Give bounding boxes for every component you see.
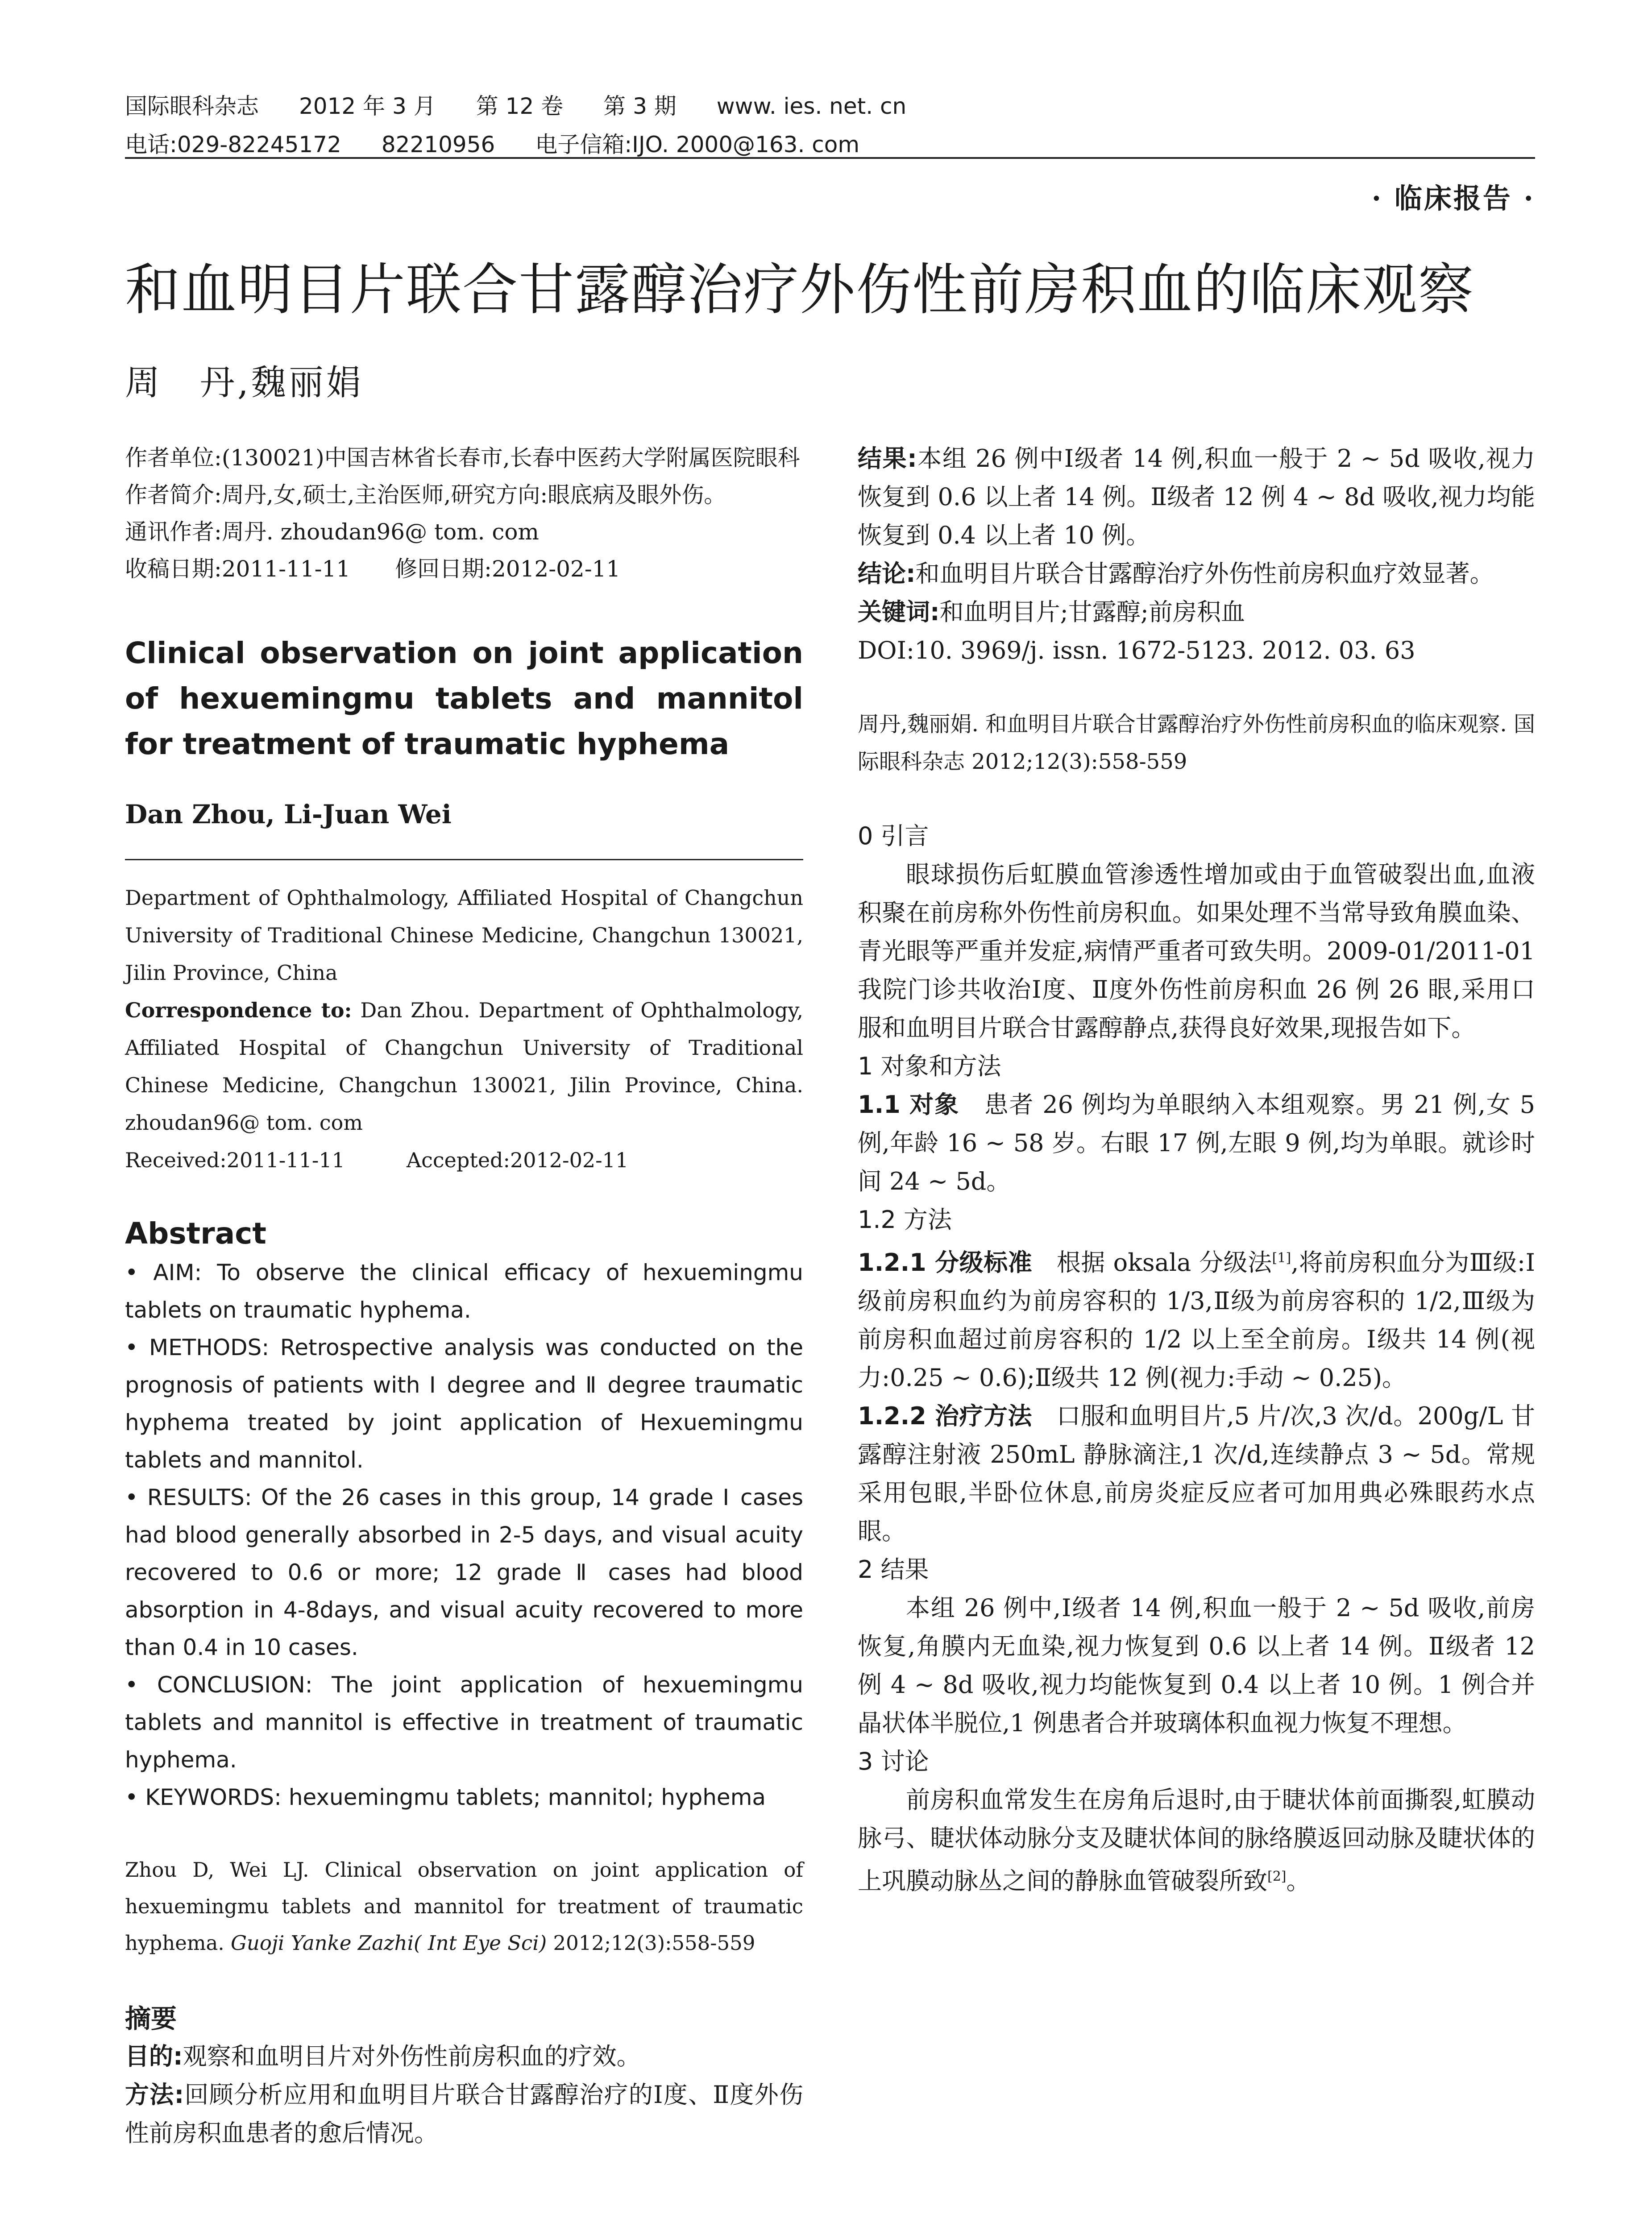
header-divider xyxy=(125,157,1535,159)
abstract-en xyxy=(125,1254,803,1816)
subsection-grading xyxy=(858,1239,1535,1397)
subsection-treatment-label: 1.2.2 治疗方法 xyxy=(858,1402,1032,1430)
keywords-cn xyxy=(858,593,1535,631)
subsection-subjects xyxy=(858,1086,1535,1201)
citation-en-volume: 2012;12(3):558-559 xyxy=(547,1931,755,1955)
correspondence-text: Dan Zhou. Department of Ophthalmology, Affiliated Hospital of Changchun University of Traditional Chinese Medicine, Changchun 130021, Jilin Province, China. zhoudan96@ tom. com xyxy=(125,998,803,1135)
result-text: 本组 26 例中Ⅰ级者 14 例,积血一般于 2 ~ 5d 吸收,视力恢复到 0.6 以上者 14 例。Ⅱ级者 12 例 4 ~ 8d 吸收,视力均能恢复到 0.4 以上者 10 例。 xyxy=(858,444,1535,549)
method-label: 方法: xyxy=(125,2081,184,2109)
reference-2: [2] xyxy=(1267,1869,1287,1884)
correspondence-en xyxy=(125,991,803,1141)
reference-1: [1] xyxy=(1272,1250,1291,1266)
subsection-grading-label: 1.2.1 分级标准 xyxy=(858,1248,1033,1277)
authors-en: Dan Zhou, Li-Juan Wei xyxy=(125,799,452,829)
keywords-text: 和血明目片;甘露醇;前房积血 xyxy=(939,598,1245,626)
subsection-grading-text-a: 根据 oksala 分级法 xyxy=(1032,1248,1272,1277)
author-metadata xyxy=(125,440,803,588)
abstract-cn-result xyxy=(858,440,1535,555)
right-column xyxy=(858,440,1535,1900)
abstract-results: • RESULTS: Of the 26 cases in this group, 14 grade Ⅰ cases had blood generally absorbed in 2-5 days, and visual acuity recovered to 0.6 or more; 12 grade Ⅱ cases had blood absorption in 4-8days, and visual acuity recovered to more than 0.4 in 10 cases. xyxy=(125,1485,803,1660)
issue-number: 第 3 期 xyxy=(603,93,677,119)
abstract-heading-cn: 摘要 xyxy=(125,2003,177,2034)
abstract-keywords: • KEYWORDS: hexuemingmu tablets; mannitol; hyphema xyxy=(125,1784,766,1810)
doi: DOI:10. 3969/j. issn. 1672-5123. 2012. 03. 63 xyxy=(858,636,1415,664)
citation-en-journal: Guoji Yanke Zazhi( Int Eye Sci) xyxy=(230,1931,547,1955)
keywords-label: 关键词: xyxy=(858,598,940,626)
journal-name: 国际眼科杂志 xyxy=(125,93,259,119)
section-introduction-body: 眼球损伤后虹膜血管渗透性增加或由于血管破裂出血,血液积聚在前房称外伤性前房积血。如果处理不当常导致角膜血染、青光眼等严重并发症,病情严重者可致失明。2009-01/2011-01 我院门诊共收治Ⅰ度、Ⅱ度外伤性前房积血 26 例 26 眼,采用口服和血明目片联合甘露醇静点,获得良好效果,现报告如下。 xyxy=(858,860,1535,1042)
discussion-text-a: 前房积血常发生在房角后退时,由于睫状体前面撕裂,虹膜动脉弓、睫状体动脉分支及睫状体间的脉络膜返回动脉及睫状体的上巩膜动脉丛之间的静脉血管破裂所致 xyxy=(858,1786,1535,1895)
corresponding-author: 通讯作者:周丹. zhoudan96@ tom. com xyxy=(125,519,539,545)
issue-date: 2012 年 3 月 xyxy=(299,93,436,119)
abstract-cn-purpose xyxy=(125,2037,803,2076)
section-introduction-heading: 0 引言 xyxy=(858,822,929,850)
article-title-en: Clinical observation on joint application of hexuemingmu tablets and mannitol for treatment of traumatic hyphema xyxy=(125,636,803,761)
header-line-1 xyxy=(125,87,1535,125)
affiliation-block-en xyxy=(125,879,803,1179)
section-results-heading: 2 结果 xyxy=(858,1555,929,1584)
phone-number: 电话:029-82245172 xyxy=(125,132,341,158)
conclusion-label: 结论: xyxy=(858,560,916,588)
abstract-aim: • AIM: To observe the clinical efficacy of hexuemingmu tablets on traumatic hyphema. xyxy=(125,1260,803,1323)
abstract-cn-method xyxy=(125,2076,803,2152)
correspondence-label: Correspondence to: xyxy=(125,998,352,1022)
conclusion-text: 和血明目片联合甘露醇治疗外伤性前房积血疗效显著。 xyxy=(915,560,1494,588)
subsection-grading-text-b: ,将前房积血分为Ⅲ级:Ⅰ级前房积血约为前房容积的 1/3,Ⅱ级为前房容积的 1/2,Ⅲ级为前房积血超过前房容积的 1/2 以上至全前房。Ⅰ级共 14 例(视力:0.25 ~ 0.6);Ⅱ级共 12 例(视力:手动 ~ 0.25)。 xyxy=(858,1248,1536,1392)
volume: 第 12 卷 xyxy=(476,93,564,119)
author-bio: 作者简介:周丹,女,硕士,主治医师,研究方向:眼底病及眼外伤。 xyxy=(125,482,726,508)
method-text: 回顾分析应用和血明目片联合甘露醇治疗的Ⅰ度、Ⅱ度外伤性前房积血患者的愈后情况。 xyxy=(125,2081,803,2147)
email: 电子信箱:IJO. 2000@163. com xyxy=(535,132,860,158)
received-accepted-en: Received:2011-11-11 Accepted:2012-02-11 xyxy=(125,1148,629,1172)
citation-en-authors: Zhou D, Wei LJ. Clinical observation on joint application of hexuemingmu tablets and mannitol for treatment of traumatic hyphema. xyxy=(125,1858,803,1955)
section-discussion-heading: 3 讨论 xyxy=(858,1747,929,1775)
left-column xyxy=(125,440,803,2152)
received-dates: 收稿日期:2011-11-11 修回日期:2012-02-11 xyxy=(125,556,621,582)
author-affiliation: 作者单位:(130021)中国吉林省长春市,长春中医药大学附属医院眼科 xyxy=(125,445,800,471)
subsection-methods-heading: 1.2 方法 xyxy=(858,1206,952,1234)
result-label: 结果: xyxy=(858,444,917,473)
purpose-label: 目的: xyxy=(125,2042,183,2070)
section-tag: · 临床报告 · xyxy=(1371,182,1535,215)
section-discussion-body xyxy=(858,1781,1535,1900)
abstract-methods: • METHODS: Retrospective analysis was conducted on the prognosis of patients with Ⅰ degree and Ⅱ degree traumatic hyphema treated by joint application of Hexuemingmu tablets and mannitol. xyxy=(125,1335,803,1473)
abstract-heading: Abstract xyxy=(125,1216,266,1251)
title-divider xyxy=(125,859,803,860)
subsection-subjects-text: 患者 26 例均为单眼纳入本组观察。男 21 例,女 5 例,年龄 16 ~ 58 岁。右眼 17 例,左眼 9 例,均为单眼。就诊时间 24 ~ 5d。 xyxy=(858,1091,1535,1195)
abstract-conclusion: • CONCLUSION: The joint application of hexuemingmu tablets and mannitol is effective in treatment of traumatic hyphema. xyxy=(125,1672,803,1773)
discussion-text-b: 。 xyxy=(1286,1867,1311,1895)
citation-cn: 周丹,魏丽娟. 和血明目片联合甘露醇治疗外伤性前房积血的临床观察. 国际眼科杂志 2012;12(3):558-559 xyxy=(858,712,1535,774)
citation-en xyxy=(125,1852,803,1961)
abstract-cn-conclusion xyxy=(858,555,1535,593)
section-methods-heading: 1 对象和方法 xyxy=(858,1052,1001,1080)
affiliation-en: Department of Ophthalmology, Affiliated Hospital of Changchun University of Traditional Chinese Medicine, Changchun 130021, Jilin Province, China xyxy=(125,886,803,985)
subsection-subjects-label: 1.1 对象 xyxy=(858,1091,959,1119)
journal-header xyxy=(125,87,1535,164)
authors-cn: 周 丹,魏丽娟 xyxy=(125,363,364,403)
article-title-cn: 和血明目片联合甘露醇治疗外伤性前房积血的临床观察 xyxy=(125,258,1475,322)
purpose-text: 观察和血明目片对外伤性前房积血的疗效。 xyxy=(183,2042,641,2070)
subsection-treatment xyxy=(858,1397,1535,1551)
subsection-treatment-text: 口服和血明目片,5 片/次,3 次/d。200g/L 甘露醇注射液 250mL 静脉滴注,1 次/d,连续静点 3 ~ 5d。常规采用包眼,半卧位休息,前房炎症反应者可加用典必殊眼药水点眼。 xyxy=(858,1402,1536,1545)
journal-website: www. ies. net. cn xyxy=(716,93,907,119)
phone-number-2: 82210956 xyxy=(381,132,495,158)
section-results-body: 本组 26 例中,Ⅰ级者 14 例,积血一般于 2 ~ 5d 吸收,前房恢复,角膜内无血染,视力恢复到 0.6 以上者 14 例。Ⅱ级者 12 例 4 ~ 8d 吸收,视力均能恢复到 0.4 以上者 10 例。1 例合并晶状体半脱位,1 例患者合并玻璃体积血视力恢复不理想。 xyxy=(858,1594,1535,1737)
